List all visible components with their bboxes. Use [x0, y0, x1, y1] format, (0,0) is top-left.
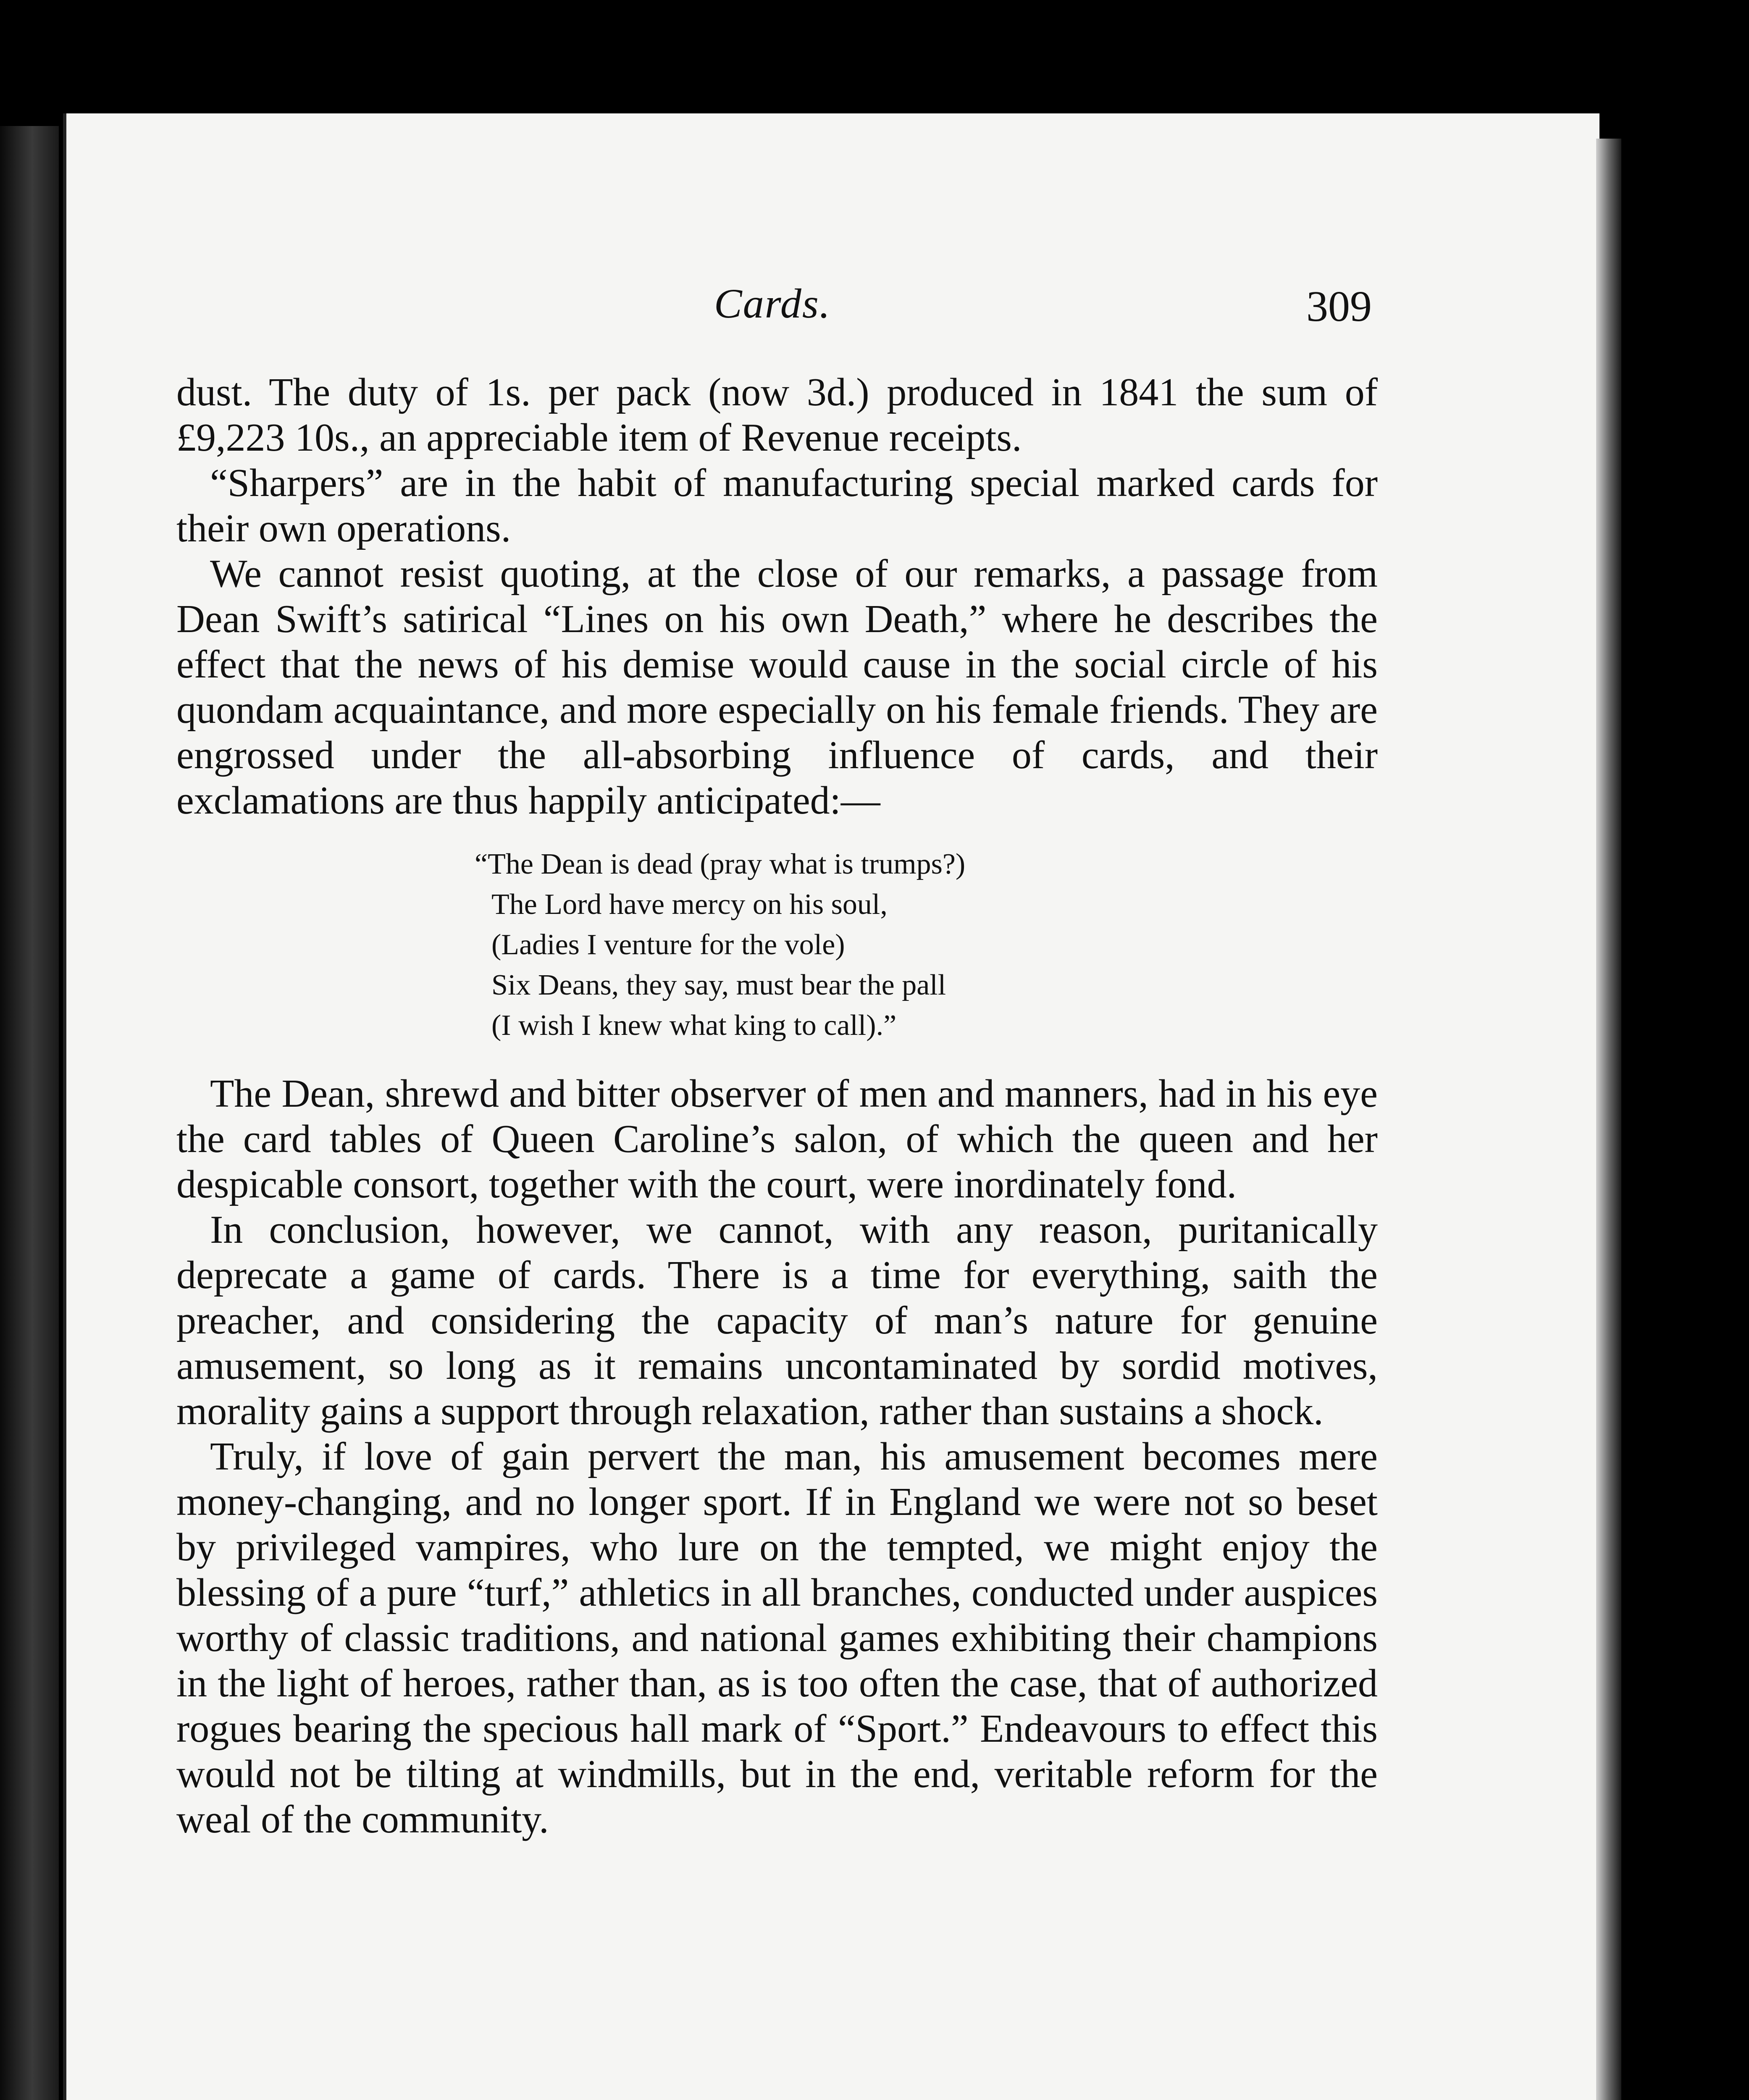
paragraph-6: Truly, if love of gain pervert the man, his amusement becomes mere money-changing, and no longer sport. If in England we were not so beset by privileged vampires, who lure on the tempted, we might enjoy the blessing of a pure “turf,” athletics in all branches, conducted under auspices worthy of classic traditions, and national games exhibiting their champions in the light of heroes, rather than, as is too often the case, that of authorized rogues bearing the specious hall mark of “Sport.” Endeavours to effect this would not be tilting at windmills, but in the end, veritable reform for the weal of the community.: [176, 1435, 1378, 1841]
page-stack-edge: [1596, 139, 1621, 2100]
previous-page-edge: [0, 126, 59, 2100]
verse-line-1: “The Dean is dead (pray what is trumps?): [475, 848, 966, 880]
running-title: Cards.: [714, 280, 831, 327]
paragraph-3: We cannot resist quoting, at the close of our remarks, a passage from Dean Swift’s satirical “Lines on his own Death,” where he describes the effect that the news of his demise would cause in the social circle of his quondam acquaintance, and more especially on his female friends. They are engrossed under the all-absorbing influence of cards, and their exclamations are thus happily anticipated:—: [176, 552, 1378, 822]
verse-line-4: Six Deans, they say, must bear the pall: [491, 969, 946, 1001]
verse-line-2: The Lord have mercy on his soul,: [491, 888, 888, 921]
verse-quotation: [475, 844, 1378, 1046]
paragraph-4: The Dean, shrewd and bitter observer of men and manners, had in his eye the card tables of Queen Caroline’s salon, of which the queen and her despicable consort, together with the court, were inordinately fond.: [176, 1072, 1378, 1206]
body-text: [176, 370, 1378, 1842]
paragraph-5: In conclusion, however, we cannot, with any reason, puritanically deprecate a game of cards. There is a time for everything, saith the preacher, and considering the capacity of man’s nature for genuine amusement, so long as it remains uncontaminated by sordid motives, morality gains a support through relaxation, rather than sustains a shock.: [176, 1208, 1378, 1433]
verse-line-3: (Ladies I venture for the vole): [491, 929, 845, 961]
page-number: 309: [1306, 282, 1372, 331]
paragraph-1: dust. The duty of 1s. per pack (now 3d.) produced in 1841 the sum of £9,223 10s., an appreciable item of Revenue receipts.: [176, 370, 1378, 459]
paragraph-2: “Sharpers” are in the habit of manufacturing special marked cards for their own operations.: [176, 461, 1378, 550]
verse-line-5: (I wish I knew what king to call).”: [491, 1009, 897, 1042]
